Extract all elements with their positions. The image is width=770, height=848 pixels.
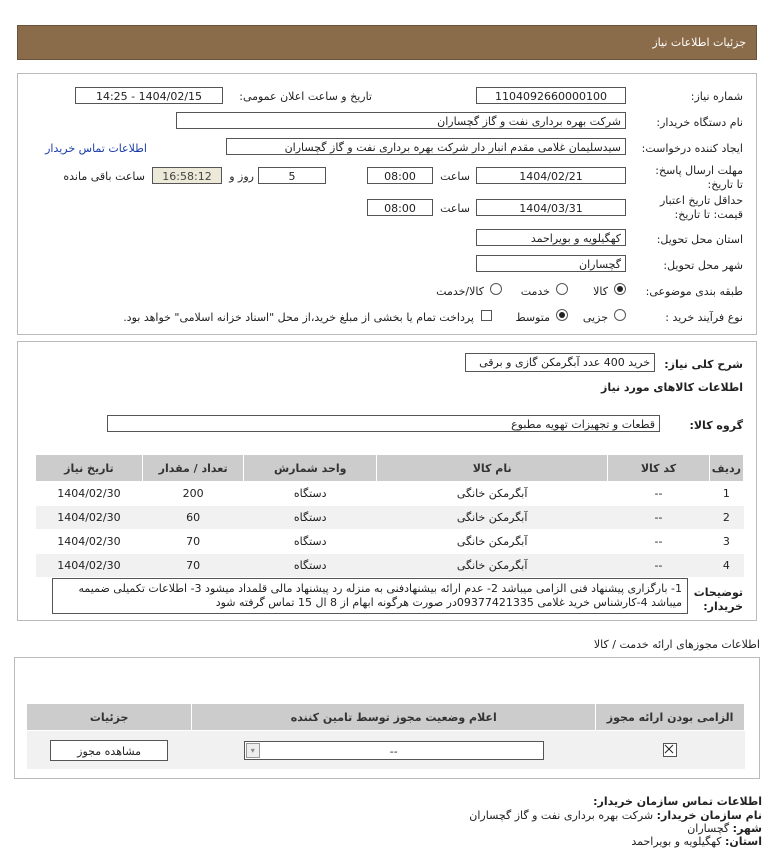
cell-date: 1404/02/30 (36, 506, 143, 530)
validity-time-label: ساعت (440, 202, 470, 215)
category-goods-radio[interactable] (614, 283, 626, 295)
city-field: گچساران (476, 255, 626, 272)
treasury-checkbox[interactable] (481, 310, 492, 321)
col-qty: تعداد / مقدار (142, 455, 244, 482)
contact-province-label: استان: (725, 835, 762, 848)
permits-title: اطلاعات مجوزهای ارائه خدمت / کالا (593, 638, 760, 651)
cell-qty: 70 (142, 554, 244, 578)
deadline-time-label: ساعت (440, 170, 470, 183)
dropdown-arrow-icon: ▾ (246, 743, 260, 758)
permit-details-cell (27, 731, 192, 770)
province-field: کهگیلویه و بویراحمد (476, 229, 626, 246)
need-description-field: خرید 400 عدد آبگرمکن گازی و برقی (465, 353, 655, 372)
page-header (17, 25, 757, 60)
view-permit-button[interactable]: مشاهده مجوز (50, 740, 168, 761)
cell-unit: دستگاه (244, 554, 377, 578)
contact-city-value: گچساران (687, 822, 730, 835)
cell-qty: 60 (142, 506, 244, 530)
goods-group-label: گروه کالا: (689, 419, 743, 432)
table-row (36, 530, 744, 554)
remaining-label: ساعت باقی مانده (63, 170, 145, 183)
cell-qty: 70 (142, 530, 244, 554)
cell-row: 4 (709, 554, 743, 578)
cell-name: آبگرمکن خانگی (377, 530, 608, 554)
requester-field: سیدسلیمان غلامی مقدم انبار دار شرکت بهره برداری نفت و گاز گچساران (226, 138, 626, 155)
deadline-label: مهلت ارسال پاسخ: تا تاریخ: (655, 164, 743, 191)
category-both-label: کالا/خدمت (436, 285, 484, 298)
process-medium-label: متوسط (515, 311, 550, 324)
col-permit-required: الزامی بودن ارائه مجوز (596, 704, 745, 731)
contact-city-line (687, 822, 762, 835)
validity-date-field: 1404/03/31 (476, 199, 626, 216)
cell-unit: دستگاه (244, 482, 377, 506)
table-row (36, 554, 744, 578)
col-permit-status: اعلام وضعیت مجوز توسط تامین کننده (192, 704, 596, 731)
buyer-org-label: نام دستگاه خریدار: (656, 116, 743, 129)
category-service-label: خدمت (520, 285, 550, 298)
category-label: طبقه بندی موضوعی: (645, 285, 743, 298)
remaining-time-field: 16:58:12 (152, 167, 222, 184)
items-table (35, 454, 744, 578)
validity-time-field: 08:00 (367, 199, 433, 216)
cell-code: -- (608, 530, 710, 554)
goods-title: اطلاعات کالاهای مورد نیاز (601, 381, 743, 394)
requester-label: ایجاد کننده درخواست: (641, 142, 743, 155)
contact-org-value: شرکت بهره برداری نفت و گاز گچساران (469, 809, 654, 822)
contact-province-line (631, 835, 762, 848)
cell-name: آبگرمکن خانگی (377, 482, 608, 506)
cell-qty: 200 (142, 482, 244, 506)
col-date: تاریخ نیاز (36, 455, 143, 482)
col-code: کد کالا (608, 455, 710, 482)
announce-field: 1404/02/15 - 14:25 (75, 87, 223, 104)
category-goods-label: کالا (593, 285, 608, 298)
category-both-radio[interactable] (490, 283, 502, 295)
need-number-label: شماره نیاز: (690, 90, 743, 103)
process-minor-label: جزیی (582, 311, 608, 324)
cell-name: آبگرمکن خانگی (377, 506, 608, 530)
permit-required-checkbox[interactable] (663, 743, 677, 757)
validity-label: حداقل تاریخ اعتبار قیمت: تا تاریخ: (659, 194, 743, 221)
contact-city-label: شهر: (732, 822, 762, 835)
cell-code: -- (608, 506, 710, 530)
city-label: شهر محل تحویل: (663, 259, 743, 272)
days-label: روز و (229, 170, 254, 183)
col-name: نام کالا (377, 455, 608, 482)
permits-row (27, 731, 745, 770)
treasury-note: پرداخت تمام یا بخشی از مبلغ خرید،از محل "اسناد خزانه اسلامی" خواهد بود. (123, 311, 474, 324)
items-table-header (36, 455, 744, 482)
process-minor-radio[interactable] (614, 309, 626, 321)
days-field: 5 (258, 167, 326, 184)
permit-status-cell (192, 731, 596, 770)
cell-row: 3 (709, 530, 743, 554)
cell-date: 1404/02/30 (36, 554, 143, 578)
process-label: نوع فرآیند خرید : (665, 311, 743, 324)
cell-date: 1404/02/30 (36, 482, 143, 506)
table-row (36, 506, 744, 530)
cell-unit: دستگاه (244, 506, 377, 530)
permit-status-value: -- (389, 744, 398, 758)
contact-org-label: نام سازمان خریدار: (656, 809, 762, 822)
permit-status-select[interactable] (244, 741, 544, 760)
col-row: ردیف (709, 455, 743, 482)
cell-row: 2 (709, 506, 743, 530)
contact-province-value: کهگیلویه و بویراحمد (631, 835, 722, 848)
buyer-notes-field: 1- بارگزاری پیشنهاد فنی الزامی میباشد 2- عدم ارائه بیشنهادفنی به منزله رد پیشنهاد مالی قلمداد میشود 3- اطلاعات تکمیلی ضمیمه میباشد 4-کارشناس خرید غلامی 09377421335در صورت هرگونه ابهام از 8 ال 15 تماس گرفته شود (52, 578, 688, 614)
deadline-time-field: 08:00 (367, 167, 433, 184)
cell-unit: دستگاه (244, 530, 377, 554)
buyer-contact-link[interactable]: اطلاعات تماس خریدار (45, 142, 147, 155)
deadline-date-field: 1404/02/21 (476, 167, 626, 184)
col-unit: واحد شمارش (244, 455, 377, 482)
permits-table-header (27, 704, 745, 731)
contact-title: اطلاعات تماس سازمان خریدار: (593, 795, 762, 808)
goods-group-field: قطعات و تجهیزات تهویه مطبوع (107, 415, 660, 432)
need-number-field: 1104092660000100 (476, 87, 626, 104)
contact-org-line (469, 809, 762, 822)
need-description-label: شرح کلی نیاز: (664, 358, 743, 371)
cell-date: 1404/02/30 (36, 530, 143, 554)
cell-name: آبگرمکن خانگی (377, 554, 608, 578)
col-permit-details: جزئیات (27, 704, 192, 731)
announce-label: تاریخ و ساعت اعلان عمومی: (239, 90, 372, 103)
permit-required-cell (596, 731, 745, 770)
buyer-org-field: شرکت بهره برداری نفت و گاز گچساران (176, 112, 626, 129)
buyer-notes-label: توضیحات خریدار: (693, 586, 743, 613)
province-label: استان محل تحویل: (656, 233, 743, 246)
cell-row: 1 (709, 482, 743, 506)
process-medium-radio[interactable] (556, 309, 568, 321)
table-row (36, 482, 744, 506)
cell-code: -- (608, 482, 710, 506)
permits-table (26, 703, 745, 770)
cell-code: -- (608, 554, 710, 578)
category-service-radio[interactable] (556, 283, 568, 295)
page-title: جزئیات اطلاعات نیاز (652, 36, 746, 49)
